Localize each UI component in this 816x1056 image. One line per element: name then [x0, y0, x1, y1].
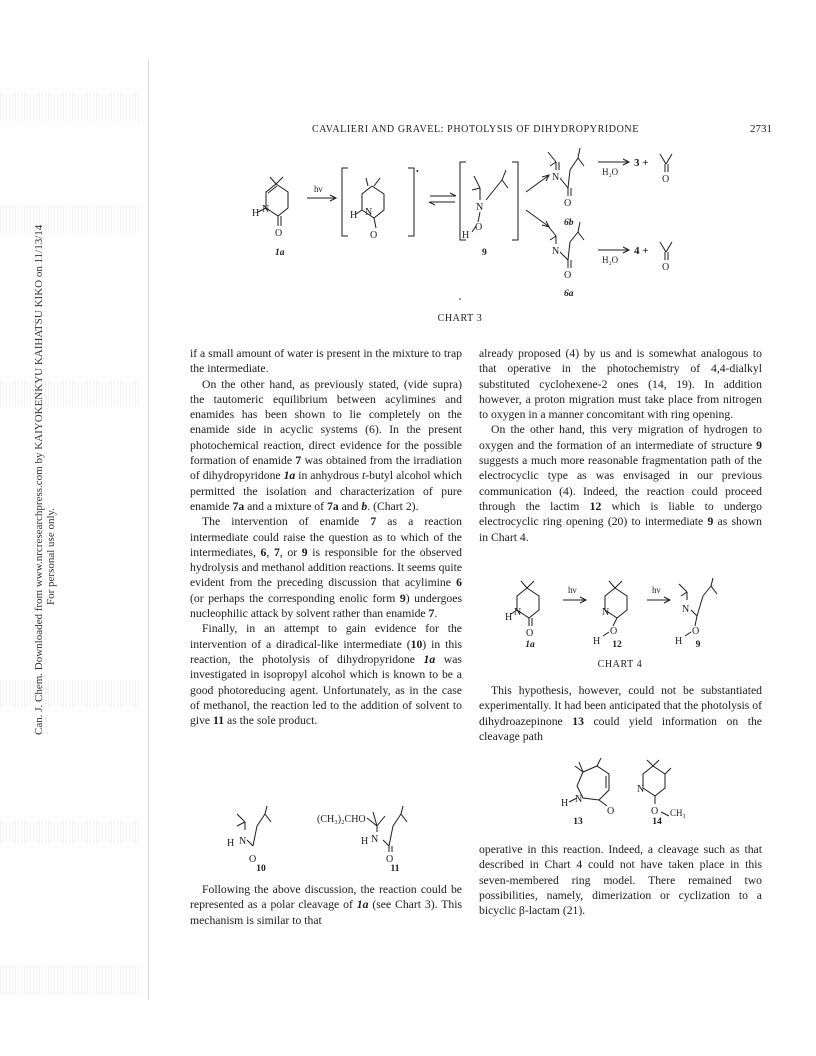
- excited-mark: •: [416, 167, 419, 176]
- paragraph: already proposed (4) by us and is somewhat analogous to that operative in the photochemistry of 4,4-dialkyl substituted cyclohexene-2 ones (14, 19). In addition however, a proton migration must take place from nitrogen to oxygen in a manner concomitant with ring opening.: [479, 347, 762, 422]
- left-column: [190, 346, 462, 728]
- atom-h: H: [462, 230, 470, 241]
- structure-11: [317, 806, 407, 864]
- atom-o: O: [607, 806, 615, 817]
- atom-h: H: [505, 612, 513, 623]
- atom-h: H: [593, 636, 601, 647]
- download-watermark-text: [34, 225, 57, 735]
- hv-label: hν: [314, 184, 323, 194]
- structure-12: [593, 581, 627, 647]
- chart-4-caption: CHART 4: [597, 659, 643, 670]
- paragraph: if a small amount of water is present in the mixture to trap the intermediate.: [190, 347, 462, 376]
- structure-13: [561, 758, 614, 817]
- structure-9: [460, 162, 518, 241]
- atom-h: H: [361, 836, 369, 847]
- structure-9: [675, 578, 717, 647]
- structure-10: [227, 806, 271, 864]
- isopropoxy-group: (CH₃)₂CHO: [317, 814, 366, 825]
- atom-n: N: [682, 604, 690, 615]
- atom-o: O: [692, 626, 700, 637]
- paragraph: Finally, in an attempt to gain evidence for the intervention of a diradical-like intermediate (10) in this reaction, the photolysis of dihydropyridone 1a was investigated in isopropyl alcohol which is known to be a good photoreducing agent. Unfortunately, as in the case of methanol, the reaction led to the addition of solvent to give 11 as the sole product.: [190, 622, 463, 728]
- structure-1a: [505, 581, 539, 639]
- running-title: CAVALIERI AND GRAVEL: PHOTOLYSIS OF DIHYDROPYRIDONE: [312, 124, 639, 135]
- right-column: [479, 346, 762, 545]
- label-13: 13: [573, 817, 583, 827]
- atom-o: O: [386, 854, 394, 864]
- atom-o: O: [370, 230, 378, 241]
- h2o-label: H₂O: [602, 255, 619, 265]
- right-column-middle: [479, 683, 762, 744]
- equilibrium-arrow: [429, 193, 456, 205]
- arrow-hv: [307, 184, 336, 201]
- atom-h: H: [227, 838, 235, 849]
- excited-intermediate: [342, 167, 419, 241]
- paragraph: operative in this reaction. Indeed, a cleavage such as that described in Chart 4 could not have taken place in this seven-membered ring model. There remained two possibilities, namely, dimerization or cyclization to a bicyclic β-lactam (21).: [479, 843, 762, 918]
- arrow-to-6a: [526, 210, 548, 226]
- atom-n: N: [637, 784, 645, 795]
- hv-label: hν: [652, 585, 661, 595]
- scan-artifact: [0, 92, 140, 122]
- atom-n: N: [514, 607, 522, 618]
- acetone-bottom: [660, 242, 672, 273]
- chart-4-label-9: 9: [695, 640, 701, 650]
- scan-artifact: [0, 965, 140, 995]
- hv-label: hν: [568, 585, 577, 595]
- label-1a: 1a: [275, 248, 285, 258]
- scan-artifact: [0, 680, 140, 708]
- atom-o: O: [249, 854, 257, 864]
- atom-o: O: [662, 174, 670, 185]
- atom-o: O: [526, 628, 534, 639]
- download-watermark: [0, 120, 57, 735]
- running-header: [312, 124, 772, 135]
- paragraph: On the other hand, this very migration of hydrogen to oxygen and the formation of an intermediate of structure 9 suggests a much more reasonable fragmentation path of the electrocyclic type as was envisaged in our previous communication (4). Indeed, the reaction could proceed through the lactim 12 which is liable to undergo electrocyclic ring opening (20) to intermediate 9 as shown in Chart 4.: [479, 423, 763, 544]
- atom-n: N: [365, 207, 373, 218]
- atom-o: O: [564, 198, 572, 209]
- atom-n: N: [262, 204, 270, 215]
- scan-artifact: [0, 820, 140, 844]
- paragraph: This hypothesis, however, could not be substantiated experimentally. It had been anticipated that the photolysis of dihydroazepinone 13 could yield information on the cleavage path: [479, 684, 762, 743]
- atom-n: N: [552, 172, 560, 183]
- page-dot: [459, 298, 461, 300]
- atom-n: N: [371, 834, 379, 845]
- atom-o: O: [275, 228, 283, 239]
- structures-10-11: [225, 804, 445, 864]
- atom-h: H: [675, 636, 683, 647]
- atom-o: O: [564, 270, 572, 281]
- atom-o: O: [662, 262, 670, 273]
- paragraph: On the other hand, as previously stated, (vide supra) the tautomeric equilibrium between acylimines and enamides has been shown to lie completely on the enamide side in acyclic systems (6). In the present photochemical reaction, direct evidence for the possible formation of enamide 7 was obtained from the irradiation of dihydropyridone 1a in anhydrous t-butyl alcohol which permitted the isolation and characterization of pure enamide 7a and a mixture of 7a and b. (Chart 2).: [190, 377, 463, 513]
- chart-4-label-12: 12: [612, 640, 622, 650]
- label-10: 10: [256, 864, 266, 874]
- products-bottom: 4 +: [634, 245, 649, 257]
- atom-n: N: [239, 836, 247, 847]
- atom-o: O: [651, 806, 659, 817]
- label-6a: 6a: [564, 289, 574, 299]
- atom-h: H: [350, 210, 358, 221]
- paragraph: Following the above discussion, the reaction could be represented as a polar cleavage of 1a (see Chart 3). This mechanism is similar to that: [190, 883, 462, 927]
- arrow-to-6b: [526, 176, 548, 192]
- margin-rule: [148, 60, 149, 1000]
- watermark-line-2: For personal use only.: [44, 507, 57, 605]
- chart-4-label-1a: 1a: [525, 640, 535, 650]
- atom-h: H: [252, 208, 260, 219]
- structure-6a: [548, 222, 584, 281]
- atom-n: N: [602, 607, 610, 618]
- products-top: 3 +: [634, 157, 649, 169]
- chart-3-caption: CHART 3: [437, 313, 483, 324]
- right-column-bottom: [479, 842, 762, 918]
- left-column-bottom: [190, 882, 462, 928]
- chart-4-scheme: [505, 578, 745, 648]
- label-14: 14: [652, 817, 662, 827]
- h2o-label: H₂O: [602, 167, 619, 177]
- paragraph: The intervention of enamide 7 as a reaction intermediate could raise the question as to which of the intermediates, 6, 7, or 9 is responsible for the observed hydrolysis and methanol addition reactions. It seems quite evident from the preceding discussion that acylimine 6 (or perhaps the corresponding enolic form 9) undergoes nucleophilic attack by solvent rather than enamide 7.: [190, 515, 463, 621]
- structure-6b: [548, 148, 584, 209]
- structure-14: [637, 760, 686, 818]
- atom-h: H: [561, 798, 569, 809]
- atom-n: N: [575, 794, 583, 805]
- page-number: 2731: [750, 123, 772, 135]
- label-6b: 6b: [564, 218, 574, 228]
- label-9: 9: [482, 248, 487, 258]
- watermark-line-1: Can. J. Chem. Downloaded from www.nrcresearchpress.com by KAIYOKENKYU KAIHATSU KIKO on 11/13/14: [33, 224, 45, 735]
- label-11: 11: [390, 864, 400, 874]
- methyl-group: CH₃: [670, 808, 686, 818]
- structures-13-14: [555, 758, 735, 818]
- atom-o: O: [475, 222, 483, 233]
- atom-n: N: [552, 246, 560, 257]
- chart-3-scheme: [250, 140, 720, 310]
- atom-n: N: [476, 202, 484, 213]
- structure-1a: [252, 177, 288, 239]
- acetone-top: [660, 154, 672, 185]
- atom-o: O: [610, 626, 618, 637]
